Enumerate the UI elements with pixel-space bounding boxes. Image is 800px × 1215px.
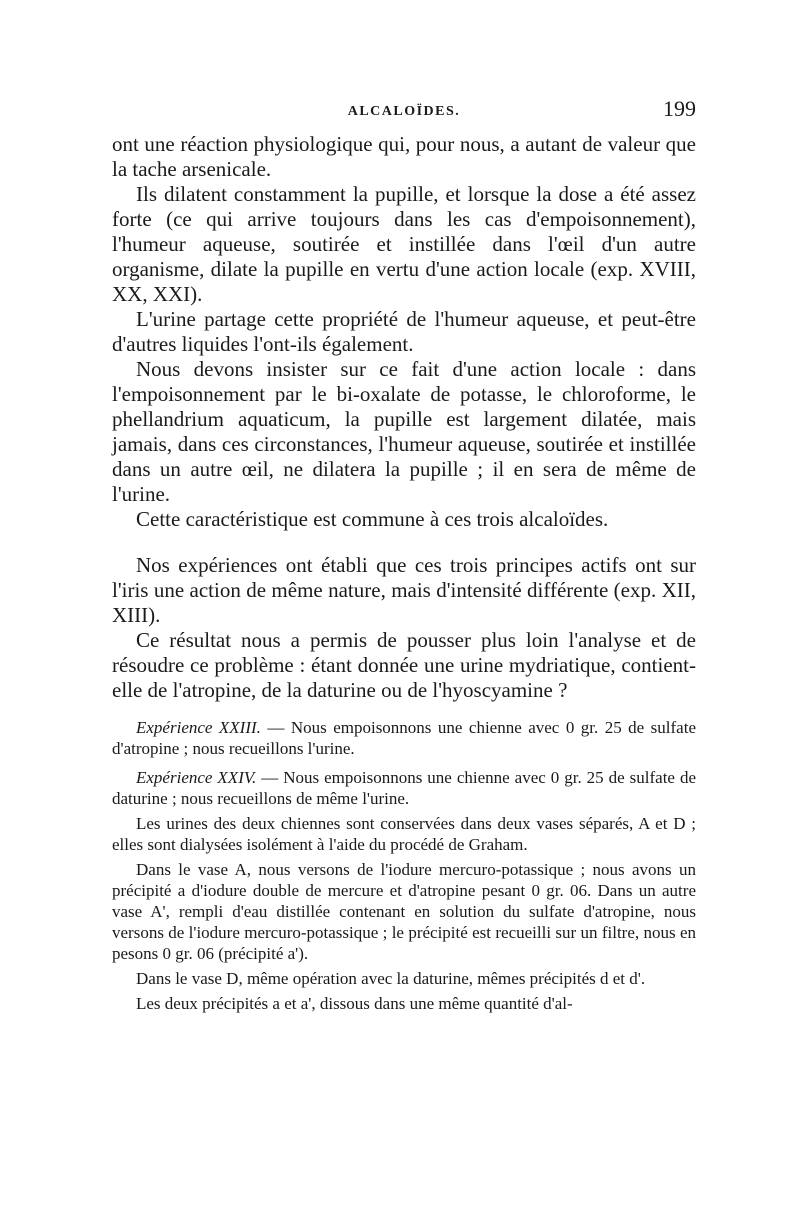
- page-number: 199: [663, 96, 696, 121]
- experiment-lead: Expérience XXIII.: [136, 718, 261, 737]
- experiment-paragraph: Dans le vase D, même opération avec la daturine, mêmes précipités d et d'.: [136, 969, 646, 988]
- experiment-notes: [112, 717, 696, 1014]
- experiment-text: — Nous empoisonnons une chienne avec 0 gr. 25 de sulfate d'atropine ; nous recueillons l'urine.: [112, 718, 696, 758]
- experiment-paragraph: Dans le vase A, nous versons de l'iodure mercuro-potassique ; nous avons un précipité a d'iodure double de mercure et d'atropine pesant 0 gr. 06. Dans un autre vase A', rempli d'eau distillée contenant en solution du sulfate d'atropine, nous versons de l'iodure mercuro-potassique ; le précipité est recueilli sur un filtre, nous en pesons 0 gr. 06 (précipité a').: [112, 860, 696, 963]
- paragraph: Nous devons insister sur ce fait d'une action locale : dans l'empoisonnement par le bi-oxalate de potasse, le chloroforme, le phellandrium aquaticum, la pupille est largement dilatée, mais jamais, dans ces circonstances, l'humeur aqueuse, soutirée et instillée dans un autre œil, ne dilatera la pupille ; il en sera de même de l'urine.: [112, 357, 696, 506]
- paragraph: L'urine partage cette propriété de l'humeur aqueuse, et peut-être d'autres liquides l'ont-ils également.: [112, 307, 696, 356]
- experiment-paragraph: Les deux précipités a et a', dissous dans une même quantité d'al-: [136, 994, 573, 1013]
- experiment-lead: Expérience XXIV.: [136, 768, 257, 787]
- main-text: [112, 132, 696, 703]
- page-header: [112, 96, 696, 126]
- experiment-paragraph: Les urines des deux chiennes sont conservées dans deux vases séparés, A et D ; elles sont dialysées isolément à l'aide du procédé de Graham.: [112, 814, 696, 854]
- paragraph: ont une réaction physiologique qui, pour nous, a autant de valeur que la tache arsenicale.: [112, 132, 696, 181]
- paragraph: Cette caractéristique est commune à ces trois alcaloïdes.: [136, 507, 609, 531]
- experiment-entry: [112, 767, 696, 809]
- running-title: ALCALOÏDES.: [347, 104, 461, 119]
- experiment-text: — Nous empoisonnons une chienne avec 0 gr. 25 de sulfate de daturine ; nous recueillons de même l'urine.: [112, 768, 696, 808]
- paragraph: Ils dilatent constamment la pupille, et lorsque la dose a été assez forte (ce qui arrive toujours dans les cas d'empoisonnement), l'humeur aqueuse, soutirée et instillée dans l'œil d'un autre organisme, dilate la pupille en vertu d'une action locale (exp. XVIII, XX, XXI).: [112, 182, 696, 306]
- paragraph: Nos expériences ont établi que ces trois principes actifs ont sur l'iris une action de même nature, mais d'intensité différente (exp. XII, XIII).: [112, 553, 696, 627]
- document-page: [112, 96, 696, 1014]
- paragraph: Ce résultat nous a permis de pousser plus loin l'analyse et de résoudre ce problème : étant donnée une urine mydriatique, contient-elle de l'atropine, de la daturine ou de l'hyoscyamine ?: [112, 628, 696, 702]
- experiment-entry: [112, 717, 696, 759]
